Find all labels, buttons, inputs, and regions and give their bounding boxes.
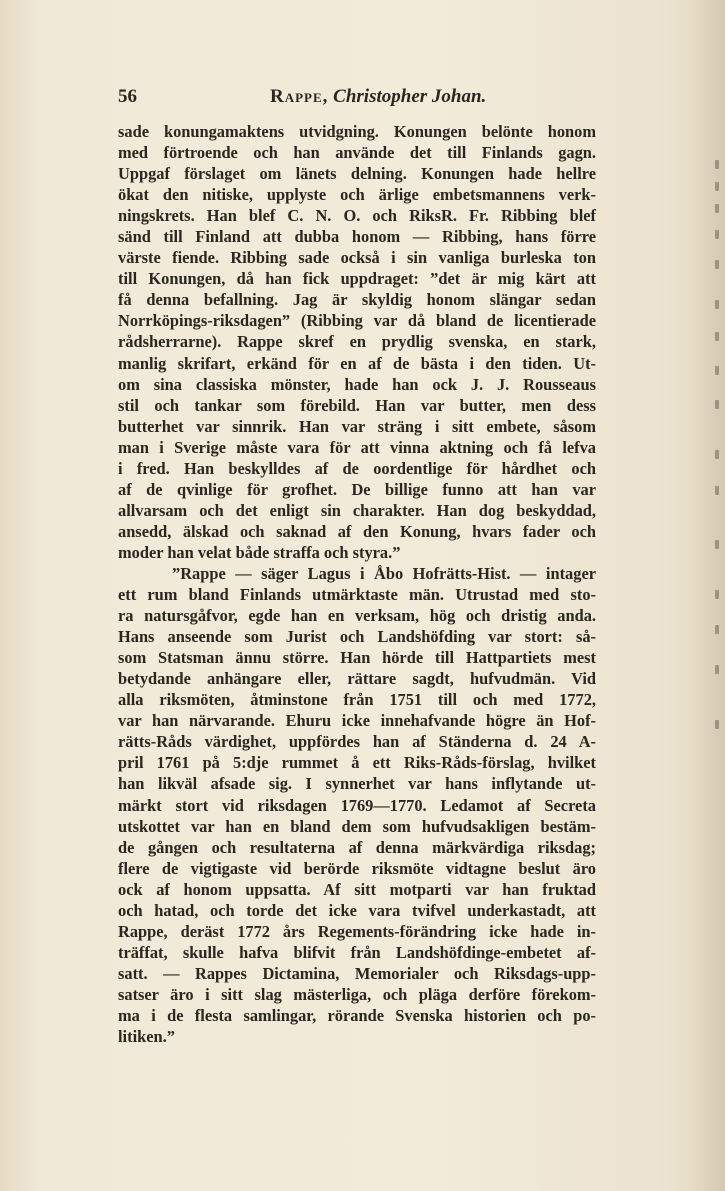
text-line: med förtroende och han använde det till Finlands gagn. <box>118 143 596 163</box>
bleed-mark <box>715 332 719 341</box>
text-line: till Konungen, då han fick uppdraget: ”det är mig kärt att <box>118 269 596 289</box>
text-line: märkt stort vid riksdagen 1769—1770. Ledamot af Secreta <box>118 795 596 815</box>
text-line: ett rum bland Finlands utmärktaste män. Utrustad med sto- <box>118 585 596 605</box>
text-line: Uppgaf förslaget om länets delning. Konungen hade hellre <box>118 164 596 184</box>
page-number: 56 <box>118 86 137 107</box>
text-line: Norrköpings-riksdagen” (Ribbing var då bland de licentierade <box>118 311 596 331</box>
text-line: man i Sverige måste vara för att vinna aktning och få lefva <box>118 437 596 457</box>
bleed-mark <box>715 720 719 729</box>
text-line: betydande anhängare eller, rättare sagdt, hufvudmän. Vid <box>118 669 596 689</box>
text-line: ra natursgåfvor, egde han en verksam, hög och dristig anda. <box>118 606 596 626</box>
bleed-mark <box>715 590 719 599</box>
text-line: ”Rappe — säger Lagus i Åbo Hofrätts-Hist. — intager <box>172 563 596 583</box>
running-title-given-names: Christopher Johan. <box>333 86 487 107</box>
text-line: stil och tankar som förebild. Han var butter, men dess <box>118 395 596 415</box>
bleed-mark <box>715 204 719 213</box>
bleed-mark <box>715 486 719 495</box>
text-line: sänd till Finland att dubba honom — Ribbing, hans förre <box>118 227 596 247</box>
text-line: rådsherrarne). Rappe skref en prydlig svenska, en stark, <box>118 332 596 352</box>
text-line: satt. — Rappes Dictamina, Memorialer och Riksdags-upp- <box>118 963 596 983</box>
text-line: manlig skrifart, erkänd för en af de bästa i den tiden. Ut- <box>118 353 596 373</box>
text-line: utskottet var han en bland dem som hufvudsakligen bestäm- <box>118 816 596 836</box>
text-line: och hatad, och torde det icke vara tvifvel underkastadt, att <box>118 900 596 920</box>
text-line: om sina classiska mönster, hade han ock J. J. Rousseaus <box>118 374 596 394</box>
text-line: flere de vigtigaste vid berörde riksmöte vidtagne beslut äro <box>118 858 596 878</box>
text-line: moder han velat både straffa och styra.” <box>118 542 401 562</box>
text-line: Rappe, deräst 1772 års Regements-förändring icke hade in- <box>118 921 596 941</box>
bleed-mark <box>715 366 719 375</box>
bleed-mark <box>715 665 719 674</box>
text-line: alla riksmöten, åtminstone från 1751 till och med 1772, <box>118 690 596 710</box>
text-line: litiken.” <box>118 1027 175 1047</box>
bleed-mark <box>715 230 719 239</box>
running-title <box>270 86 486 108</box>
text-line: allvarsam och det enligt sin charakter. Han dog beskyddad, <box>118 500 596 520</box>
text-line: ningskrets. Han blef C. N. O. och RiksR. Fr. Ribbing blef <box>118 206 596 226</box>
text-line: ma i de flesta samlingar, rörande Svenska historien och po- <box>118 1005 596 1025</box>
text-line: värste fiende. Ribbing sade också i sin vanliga burleska ton <box>118 248 596 268</box>
text-line: de gången och resultaterna af denna märkvärdiga riksdag; <box>118 837 596 857</box>
bleed-mark <box>715 300 719 309</box>
bleed-mark <box>715 160 719 169</box>
text-line: rätts-Råds värdighet, uppfördes han af Ständerna d. 24 A- <box>118 732 596 752</box>
bleed-mark <box>715 540 719 549</box>
bleed-mark <box>715 260 719 269</box>
text-line: han likväl afsade sig. I synnerhet var hans inflytande ut- <box>118 774 596 794</box>
text-line: träffat, skulle hafva blifvit från Landshöfdinge-embetet af- <box>118 942 596 962</box>
bleed-mark <box>715 400 719 409</box>
text-line: af de qvinlige för grofhet. De billige funno att han var <box>118 479 596 499</box>
bleed-mark <box>715 450 719 459</box>
text-line: satser äro i sitt slag mästerliga, och pläga derföre förekom- <box>118 984 596 1004</box>
bleed-mark <box>715 182 719 191</box>
text-line: Hans anseende som Jurist och Landshöfding var stort: så- <box>118 627 596 647</box>
bleed-mark <box>715 625 719 634</box>
text-line: ansedd, älskad och saknad af den Konung, hvars fader och <box>118 521 596 541</box>
text-line: butterhet var sinnrik. Han var sträng i sitt embete, såsom <box>118 416 596 436</box>
text-line: pril 1761 på 5:dje rummet å ett Riks-Råds-förslag, hvilket <box>118 753 596 773</box>
text-line: sade konungamaktens utvidgning. Konungen belönte honom <box>118 122 596 141</box>
running-header <box>118 86 598 112</box>
text-line: få denna befallning. Jag är skyldig honom slängar sedan <box>118 290 596 310</box>
bleed-through-marks <box>697 120 723 820</box>
text-line: var han närvarande. Ehuru icke innehafvande högre än Hof- <box>118 711 596 731</box>
text-line: som Statsman ännu större. Han hörde till Hattpartiets mest <box>118 648 596 668</box>
running-title-surname: Rappe, <box>270 86 329 107</box>
text-line: i fred. Han beskylldes af de oordentlige för hårdhet och <box>118 458 596 478</box>
text-line: ökat den nitiske, upplyste och ärlige embetsmannens verk- <box>118 185 596 205</box>
body-text <box>118 121 596 1047</box>
text-line: ock af honom uppsatta. Af sitt motparti var han fruktad <box>118 879 596 899</box>
